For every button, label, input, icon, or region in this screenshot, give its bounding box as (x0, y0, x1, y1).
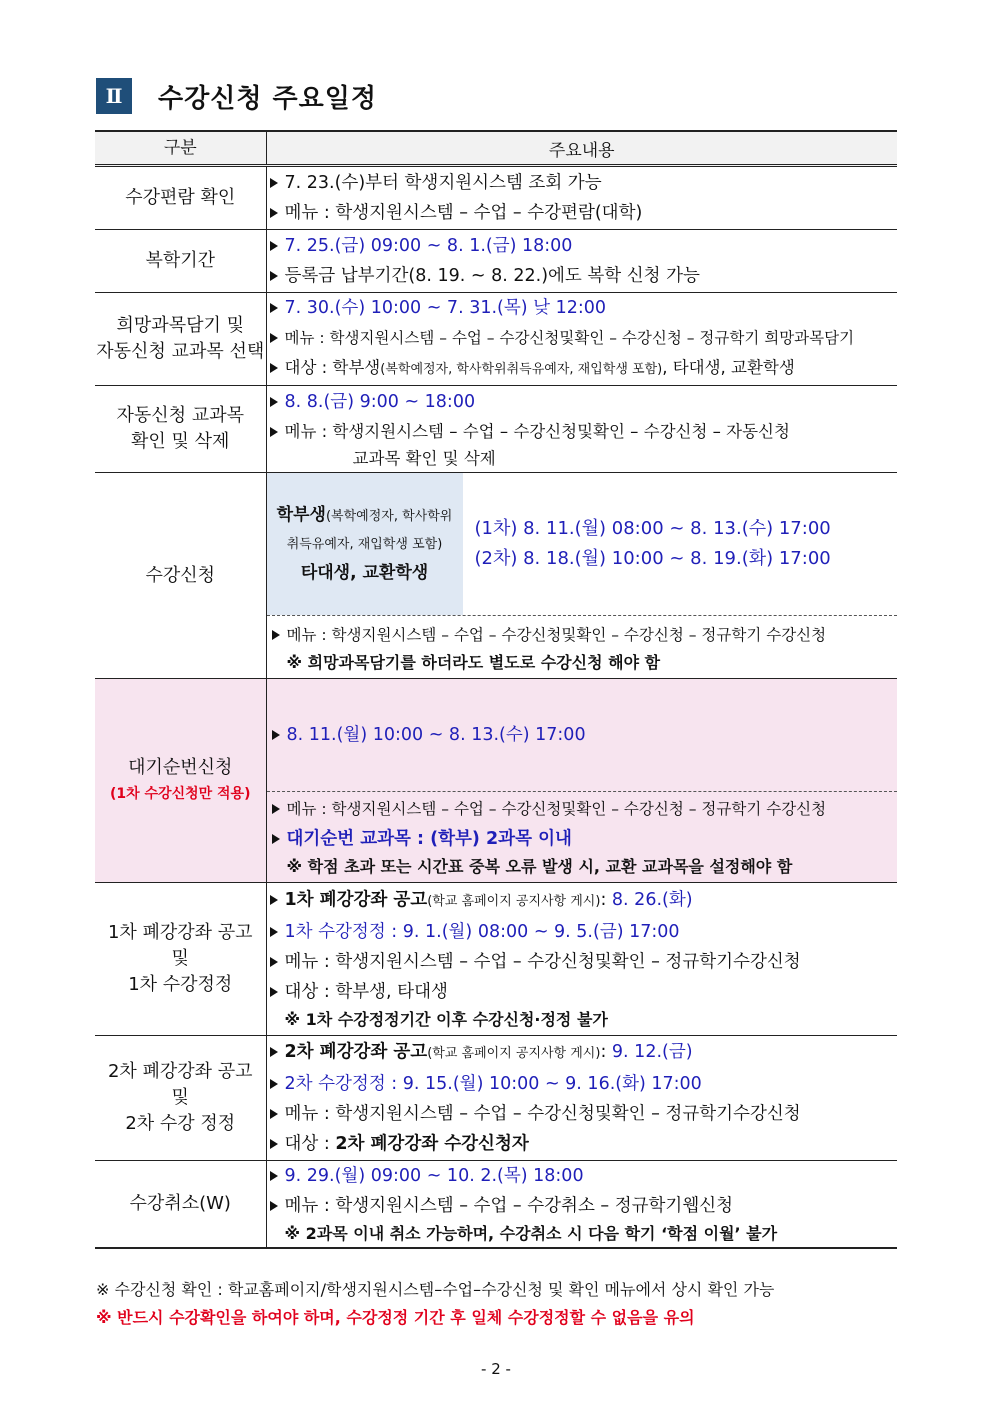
text-span: 9. 12.(금) (611, 1042, 693, 1062)
list-item: 대기순번 교과목 : (학부) 2과목 이내 (269, 824, 898, 854)
footer-notes (96, 1276, 896, 1332)
list-item (267, 1129, 898, 1159)
text-span: 1차 폐강강좌 공고 (284, 890, 428, 910)
row-category-line: 1차 수강정정 (128, 974, 233, 995)
page-title: 수강신청 주요일정 (158, 83, 377, 114)
list-item: 메뉴 : 학생지원시스템 – 수업 – 수강취소 – 정규학기웹신청 (267, 1191, 898, 1221)
row-category (95, 386, 266, 473)
row-content (266, 679, 897, 883)
list-item: 메뉴 : 학생지원시스템 – 수업 – 수강신청및확인 – 수강신청 – 정규학기 수강신청 (269, 620, 898, 650)
row-content (266, 883, 897, 1036)
row-content (266, 230, 897, 293)
text-span: 2차 폐강강좌 수강신청자 (335, 1134, 529, 1154)
text-span: (복학예정자, 학사학위취득유예자, 재입학생 포함) (380, 362, 663, 377)
text-span: (학교 홈페이지 공지사항 게시) (427, 894, 601, 909)
row-content (266, 386, 897, 473)
text-span: (복학예정자, 학사학위 (325, 509, 453, 524)
text-span: 대상 : (284, 1134, 336, 1154)
row-category: 복학기간 (95, 230, 266, 293)
list-item: 등록금 납부기간(8. 19. ~ 8. 22.)에도 복학 신청 가능 (267, 261, 898, 291)
row-category (95, 883, 266, 1036)
row-category-line: 1차 폐강강좌 공고 (107, 922, 253, 943)
list-item: 7. 30.(수) 10:00 ~ 7. 31.(목) 낮 12:00 (267, 293, 898, 323)
section-number-badge: Ⅱ (96, 78, 132, 114)
row-category-line: 대기순번신청 (128, 756, 233, 778)
table-row (95, 1161, 897, 1249)
text-span: : (600, 890, 612, 910)
row-content-lower (267, 791, 898, 882)
table-row (95, 1036, 897, 1161)
registration-periods (463, 473, 898, 615)
footer-note: ※ 수강신청 확인 : 학교홈페이지/학생지원시스템–수업–수강신청 및 확인 메뉴에서 상시 확인 가능 (96, 1280, 775, 1299)
text-span: (학교 홈페이지 공지사항 게시) (427, 1046, 601, 1061)
list-item: 1차 수강정정 : 9. 1.(월) 08:00 ~ 9. 5.(금) 17:00 (267, 917, 898, 947)
row-category-note: (1차 수강신청만 적용) (110, 785, 251, 802)
list-item: 7. 23.(수)부터 학생지원시스템 조회 가능 (267, 168, 898, 198)
table-row (95, 293, 897, 386)
list-item-continuation: 교과목 확인 및 삭제 (352, 449, 496, 468)
list-item: 대상 : 학부생, 타대생 (267, 977, 898, 1007)
list-item: 메뉴 : 학생지원시스템 – 수업 – 수강신청및확인 – 수강신청 – 정규학기 수강신청 (269, 794, 898, 824)
text-span: 8. 26.(화) (611, 890, 693, 910)
text-span: 학부생 (276, 505, 326, 525)
list-item: 2차 수강정정 : 9. 15.(월) 10:00 ~ 9. 16.(화) 17:00 (267, 1069, 898, 1099)
list-item (267, 353, 898, 385)
list-item: 메뉴 : 학생지원시스템 – 수업 – 수강신청및확인 – 수강신청 – 정규학기 희망과목담기 (267, 323, 898, 353)
table-row (95, 883, 897, 1036)
note: ※ 1차 수강정정기간 이후 수강신청·정정 불가 (284, 1010, 608, 1029)
table-row (95, 166, 897, 230)
row-content (266, 1161, 897, 1249)
list-item: 메뉴 : 학생지원시스템 – 수업 – 수강신청및확인 – 정규학기수강신청 (267, 1099, 898, 1129)
waitlist-period-box (267, 679, 898, 791)
round-1-period: (1차) 8. 11.(월) 08:00 ~ 8. 13.(수) 17:00 (474, 518, 831, 539)
row-category (95, 1036, 266, 1161)
row-category-line: 자동신청 교과목 (116, 405, 244, 426)
section-header (96, 76, 377, 116)
list-item (267, 885, 898, 917)
row-category-line: 희망과목담기 및 (116, 315, 244, 336)
row-category: 수강취소(W) (95, 1161, 266, 1249)
list-item: 메뉴 : 학생지원시스템 – 수업 – 수강편람(대학) (267, 198, 898, 228)
list-item: 8. 8.(금) 9:00 ~ 18:00 (267, 387, 898, 417)
text-span: 2차 폐강강좌 공고 (284, 1042, 428, 1062)
row-category (95, 679, 266, 883)
row-category-line: 및 (171, 1087, 189, 1108)
row-content (266, 1036, 897, 1161)
list-item: 메뉴 : 학생지원시스템 – 수업 – 수강신청및확인 – 정규학기수강신청 (267, 947, 898, 977)
sub-table (267, 473, 898, 615)
row-content-lower (267, 615, 898, 678)
table-row (95, 679, 897, 883)
target-line: 취득유예자, 재입학생 포함) (286, 537, 443, 552)
table-row (95, 386, 897, 473)
page-number: - 2 - (481, 1360, 511, 1378)
target-students (267, 473, 463, 615)
row-category (95, 293, 266, 386)
row-content (266, 293, 897, 386)
row-category-line: 및 (171, 948, 189, 969)
row-category-line: 자동신청 교과목 선택 (96, 341, 265, 362)
table-row (95, 230, 897, 293)
row-content (266, 166, 897, 230)
row-category: 수강편람 확인 (95, 166, 266, 230)
row-category: 수강신청 (95, 473, 266, 679)
note: ※ 학점 초과 또는 시간표 중복 오류 발생 시, 교환 교과목을 설정해야 함 (286, 857, 793, 876)
list-item: 7. 25.(금) 09:00 ~ 8. 1.(금) 18:00 (267, 231, 898, 261)
text-span: , 타대생, 교환학생 (662, 358, 795, 377)
footer-warning: ※ 반드시 수강확인을 하여야 하며, 수강정정 기간 후 일체 수강정정할 수 없음을 유의 (96, 1308, 695, 1327)
list-item (267, 1037, 898, 1069)
table-row (95, 473, 897, 679)
list-item: 9. 29.(월) 09:00 ~ 10. 2.(목) 18:00 (267, 1161, 898, 1191)
target-line: 타대생, 교환학생 (300, 563, 429, 583)
row-content (266, 473, 897, 679)
header-category: 구분 (95, 131, 266, 166)
target-line (267, 501, 463, 531)
table-header-row (95, 131, 897, 166)
text-span: 대상 : 학부생 (284, 358, 381, 377)
round-2-period: (2차) 8. 18.(월) 10:00 ~ 8. 19.(화) 17:00 (474, 548, 831, 569)
list-item: 메뉴 : 학생지원시스템 – 수업 – 수강신청및확인 – 수강신청 – 자동신청 (267, 417, 898, 447)
row-category-line: 확인 및 삭제 (131, 431, 230, 452)
list-item: 8. 11.(월) 10:00 ~ 8. 13.(수) 17:00 (269, 720, 586, 750)
header-content: 주요내용 (266, 131, 897, 166)
note: ※ 2과목 이내 취소 가능하며, 수강취소 시 다음 학기 ‘학점 이월’ 불가 (284, 1224, 778, 1243)
text-span: : (600, 1042, 612, 1062)
schedule-table (95, 130, 897, 1249)
note: ※ 희망과목담기를 하더라도 별도로 수강신청 해야 함 (286, 653, 661, 672)
row-category-line: 2차 수강 정정 (125, 1113, 236, 1134)
row-category-line: 2차 폐강강좌 공고 (107, 1061, 253, 1082)
